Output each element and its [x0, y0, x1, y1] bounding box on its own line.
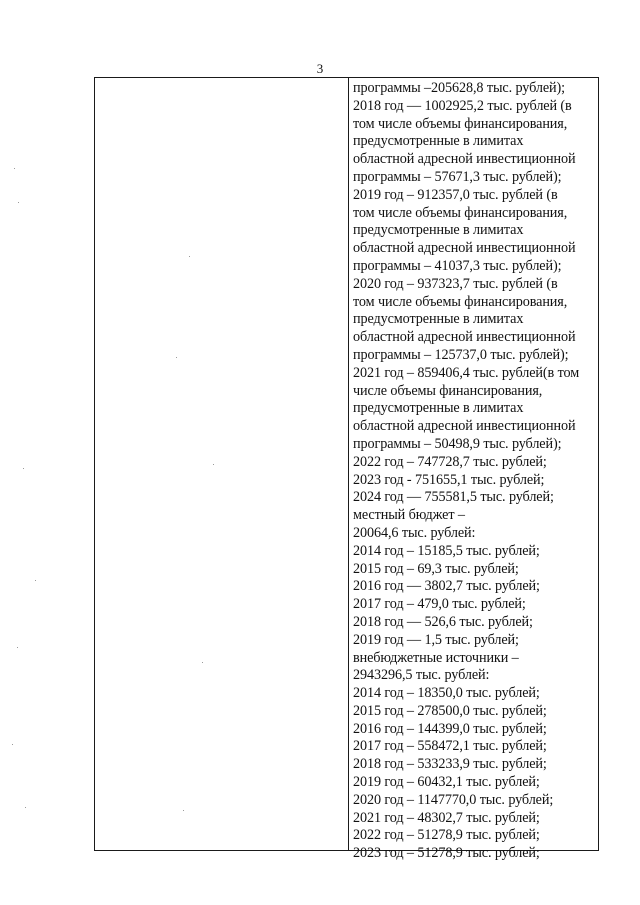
funding-line: 2018 год – 533233,9 тыс. рублей; — [353, 756, 547, 773]
funding-line: программы – 50498,9 тыс. рублей); — [353, 435, 562, 452]
funding-line: областной адресной инвестиционной — [353, 240, 576, 257]
funding-line: 2015 год – 278500,0 тыс. рублей; — [353, 702, 547, 719]
funding-line: программы – 125737,0 тыс. рублей); — [353, 346, 569, 363]
funding-line: 2020 год – 1147770,0 тыс. рублей; — [353, 791, 554, 808]
funding-line: 2017 год – 558472,1 тыс. рублей; — [353, 738, 547, 755]
funding-line: 2014 год – 15185,5 тыс. рублей; — [353, 542, 540, 559]
funding-line: 2016 год – 144399,0 тыс. рублей; — [353, 720, 547, 737]
funding-line: программы –205628,8 тыс. рублей); — [353, 80, 566, 96]
scan-speck — [14, 168, 15, 169]
funding-line: 2022 год – 747728,7 тыс. рублей; — [353, 453, 547, 470]
funding-line: 2023 год – 51278,9 тыс. рублей; — [353, 845, 540, 862]
funding-line: 2023 год - 751655,1 тыс. рублей; — [353, 471, 545, 488]
funding-line: том числе объемы финансирования, — [353, 204, 568, 221]
funding-line: 2022 год – 51278,9 тыс. рублей; — [353, 827, 540, 844]
funding-line: 20064,6 тыс. рублей: — [353, 524, 476, 541]
scan-speck — [213, 464, 214, 465]
scan-speck — [176, 357, 177, 358]
funding-line: программы – 41037,3 тыс. рублей); — [353, 257, 562, 274]
funding-line: 2015 год – 69,3 тыс. рублей; — [353, 560, 519, 577]
funding-line: предусмотренные в лимитах — [353, 222, 524, 239]
funding-line: 2018 год — 1002925,2 тыс. рублей (в — [353, 97, 572, 114]
funding-line: 2017 год – 479,0 тыс. рублей; — [353, 596, 526, 613]
scan-speck — [35, 580, 36, 581]
funding-line: том числе объемы финансирования, — [353, 115, 568, 132]
funding-table — [94, 77, 599, 862]
funding-line: 2019 год – 60432,1 тыс. рублей; — [353, 774, 540, 791]
funding-line: 2014 год – 18350,0 тыс. рублей; — [353, 685, 540, 702]
funding-line: 2018 год — 526,6 тыс. рублей; — [353, 613, 533, 630]
funding-line: предусмотренные в лимитах — [353, 133, 524, 150]
funding-line: том числе объемы финансирования, — [353, 293, 568, 310]
scan-speck — [18, 202, 19, 203]
funding-line: 2020 год – 937323,7 тыс. рублей (в — [353, 275, 558, 292]
scan-speck — [23, 468, 24, 469]
funding-line: 2019 год – 912357,0 тыс. рублей (в — [353, 186, 558, 203]
funding-line: областной адресной инвестиционной — [353, 329, 576, 346]
page-number: 3 — [316, 61, 324, 76]
funding-line: 2024 год — 755581,5 тыс. рублей; — [353, 489, 554, 506]
scan-speck — [17, 647, 18, 648]
scan-speck — [189, 256, 190, 257]
table-left-cell — [95, 78, 348, 850]
scan-speck — [25, 807, 26, 808]
funding-line: областной адресной инвестиционной — [353, 418, 576, 435]
funding-line: предусмотренные в лимитах — [353, 400, 524, 417]
scan-speck — [183, 810, 184, 811]
funding-line: 2021 год – 859406,4 тыс. рублей(в том — [353, 364, 580, 381]
table-right-cell — [349, 80, 598, 862]
funding-line: 2016 год — 3802,7 тыс. рублей; — [353, 578, 540, 595]
scan-speck — [202, 662, 203, 663]
funding-line: областной адресной инвестиционной — [353, 151, 576, 168]
funding-line: числе объемы финансирования, — [353, 382, 543, 399]
funding-line: программы – 57671,3 тыс. рублей); — [353, 168, 562, 185]
funding-line: 2021 год – 48302,7 тыс. рублей; — [353, 809, 540, 826]
funding-line: предусмотренные в лимитах — [353, 311, 524, 328]
scan-speck — [12, 744, 13, 745]
funding-line: местный бюджет – — [353, 507, 465, 524]
funding-line: внебюджетные источники – — [353, 649, 519, 666]
funding-line: 2943296,5 тыс. рублей: — [353, 667, 490, 684]
funding-line: 2019 год — 1,5 тыс. рублей; — [353, 631, 519, 648]
